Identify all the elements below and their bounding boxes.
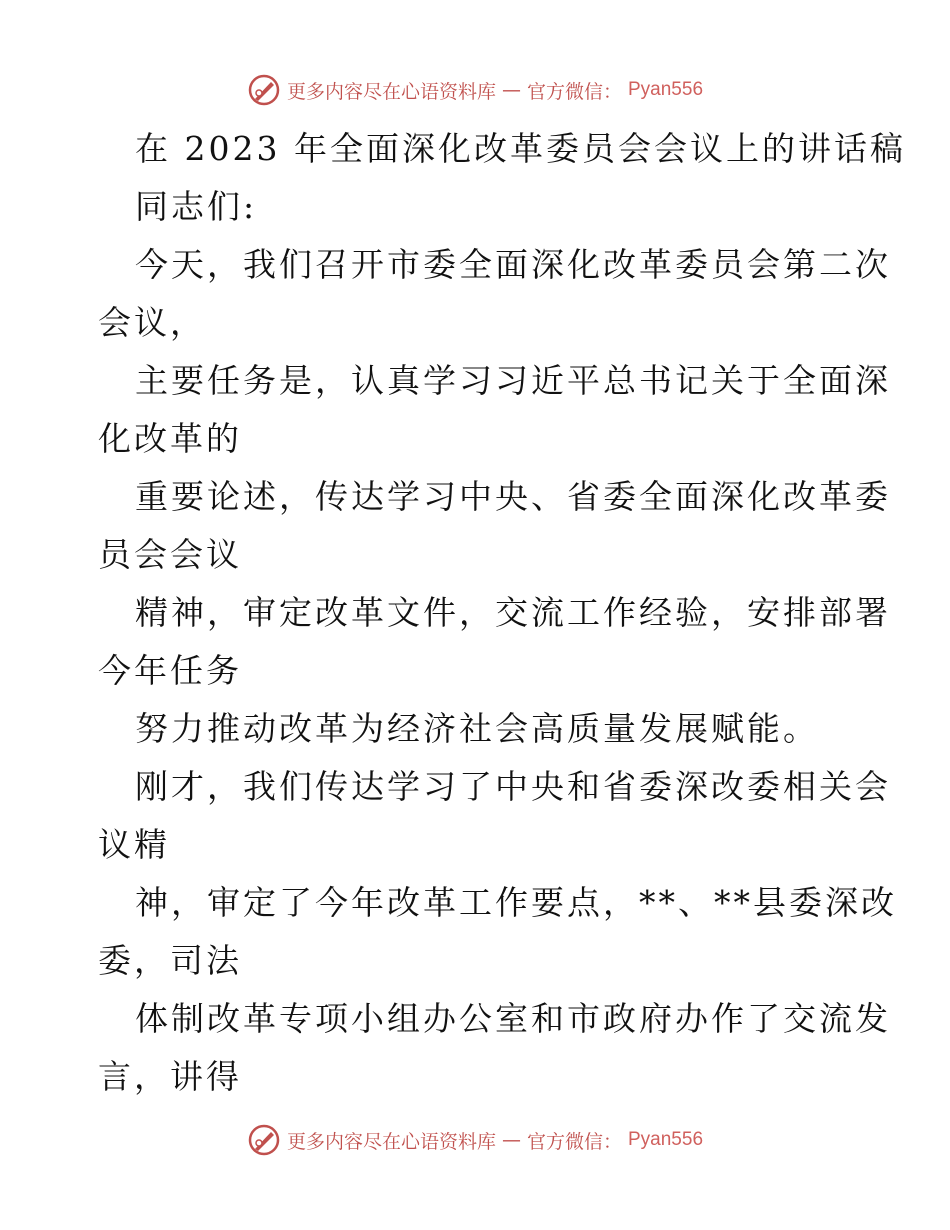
watermark-label: 官方微信：	[526, 1130, 622, 1153]
document-title: 在 2023 年全面深化改革委员会会议上的讲话稿	[135, 129, 906, 168]
salutation: 同志们:	[135, 187, 258, 226]
watermark-separator: —	[501, 79, 521, 101]
document-body	[98, 120, 906, 1106]
watermark-text: 更多内容尽在心语资料库	[286, 1130, 496, 1153]
pen-logo-icon	[247, 1123, 281, 1157]
pen-logo-icon	[247, 73, 281, 107]
text-line: 今天，我们召开市委全面深化改革委员会第二次	[135, 245, 891, 284]
text-line: 重要论述，传达学习中央、省委全面深化改革委	[135, 477, 891, 516]
text-line: 议精	[98, 825, 170, 864]
text-line: 体制改革专项小组办公室和市政府办作了交流发	[135, 999, 891, 1038]
watermark-id: Pyan556	[628, 1129, 704, 1150]
text-line: 言，讲得	[98, 1057, 242, 1096]
text-line: 主要任务是，认真学习习近平总书记关于全面深	[135, 361, 891, 400]
text-line: 员会会议	[98, 535, 242, 574]
text-line: 神，审定了今年改革工作要点，**、**县委深改	[135, 883, 897, 922]
text-line: 委，司法	[98, 941, 242, 980]
text-line: 今年任务	[98, 651, 242, 690]
header-watermark	[0, 70, 950, 110]
watermark-text: 更多内容尽在心语资料库	[286, 80, 496, 103]
watermark-separator: —	[501, 1129, 521, 1151]
text-line: 化改革的	[98, 419, 242, 458]
text-line: 会议，	[98, 303, 206, 342]
text-line: 努力推动改革为经济社会高质量发展赋能。	[135, 709, 819, 748]
text-line: 精神，审定改革文件，交流工作经验，安排部署	[135, 593, 891, 632]
text-line: 刚才，我们传达学习了中央和省委深改委相关会	[135, 767, 891, 806]
footer-watermark	[0, 1120, 950, 1160]
watermark-id: Pyan556	[628, 79, 704, 100]
watermark-label: 官方微信：	[526, 80, 622, 103]
